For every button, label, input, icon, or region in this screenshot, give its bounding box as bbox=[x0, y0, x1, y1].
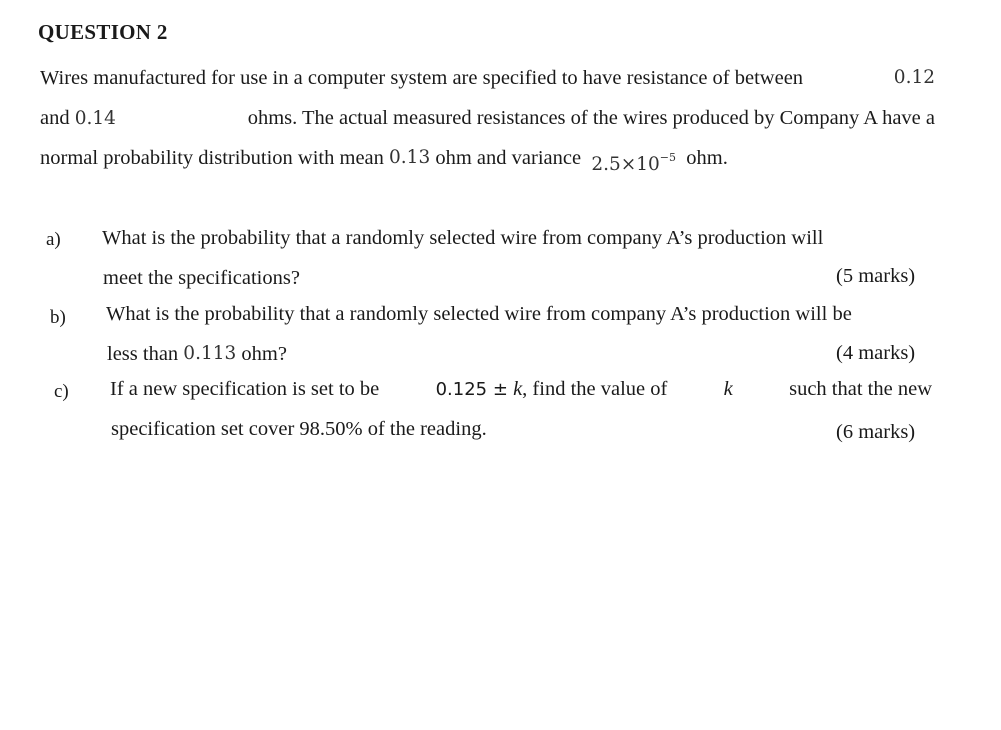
variance-base: 2.5×10 bbox=[591, 154, 660, 175]
part-c-label: c) bbox=[54, 381, 69, 402]
spec-k-variable: k bbox=[513, 378, 523, 400]
part-c-line-2: specification set cover 98.50% of the reading. bbox=[111, 418, 487, 440]
part-c-line-1-b: , find the value of bbox=[522, 378, 668, 400]
spec-expression bbox=[436, 378, 668, 401]
question-heading: QUESTION 2 bbox=[38, 20, 168, 44]
part-c-line-1-c: such that the new bbox=[789, 378, 932, 400]
variance-exponent: −5 bbox=[659, 151, 677, 164]
intro-line-3 bbox=[40, 138, 935, 178]
part-b-line-2 bbox=[107, 343, 287, 366]
intro-and-word: and bbox=[40, 107, 70, 129]
threshold-value: 0.113 bbox=[183, 343, 237, 364]
intro-line-3-b: ohm and variance bbox=[435, 147, 582, 169]
part-a-marks: (5 marks) bbox=[836, 265, 916, 287]
intro-line-3-c: ohm. bbox=[686, 147, 728, 169]
question-intro bbox=[40, 58, 935, 178]
variance-value bbox=[591, 138, 676, 178]
intro-line-3-a: normal probability distribution with mean bbox=[40, 147, 384, 169]
part-a-line-1: What is the probability that a randomly selected wire from company A’s production will bbox=[102, 227, 824, 249]
part-c-line-1-a: If a new specification is set to be bbox=[110, 378, 380, 400]
part-c-marks: (6 marks) bbox=[836, 421, 916, 443]
upper-bound-value: 0.14 bbox=[74, 108, 116, 129]
lower-bound-value: 0.12 bbox=[893, 67, 935, 88]
part-c-line-1 bbox=[110, 378, 932, 401]
part-a-line-2: meet the specifications? bbox=[103, 267, 300, 289]
mean-value: 0.13 bbox=[389, 147, 431, 168]
part-b-line-2-b: ohm? bbox=[241, 343, 287, 365]
intro-line-2-text: ohms. The actual measured resistances of the wires produced by Company A have a bbox=[247, 107, 935, 129]
part-b-label: b) bbox=[50, 307, 66, 328]
intro-line-1-text: Wires manufactured for use in a computer system are specified to have resistance of between bbox=[40, 67, 804, 89]
part-a-label: a) bbox=[46, 229, 61, 250]
part-b-line-1: What is the probability that a randomly selected wire from company A’s production will be bbox=[106, 303, 852, 325]
k-variable: k bbox=[723, 378, 733, 400]
intro-line-2-start bbox=[40, 98, 116, 138]
spec-center-value: 0.125 ± bbox=[435, 379, 508, 400]
part-b-line-2-a: less than bbox=[107, 343, 179, 365]
part-b-marks: (4 marks) bbox=[836, 342, 916, 364]
intro-line-1 bbox=[40, 58, 935, 98]
intro-line-2 bbox=[40, 98, 935, 138]
